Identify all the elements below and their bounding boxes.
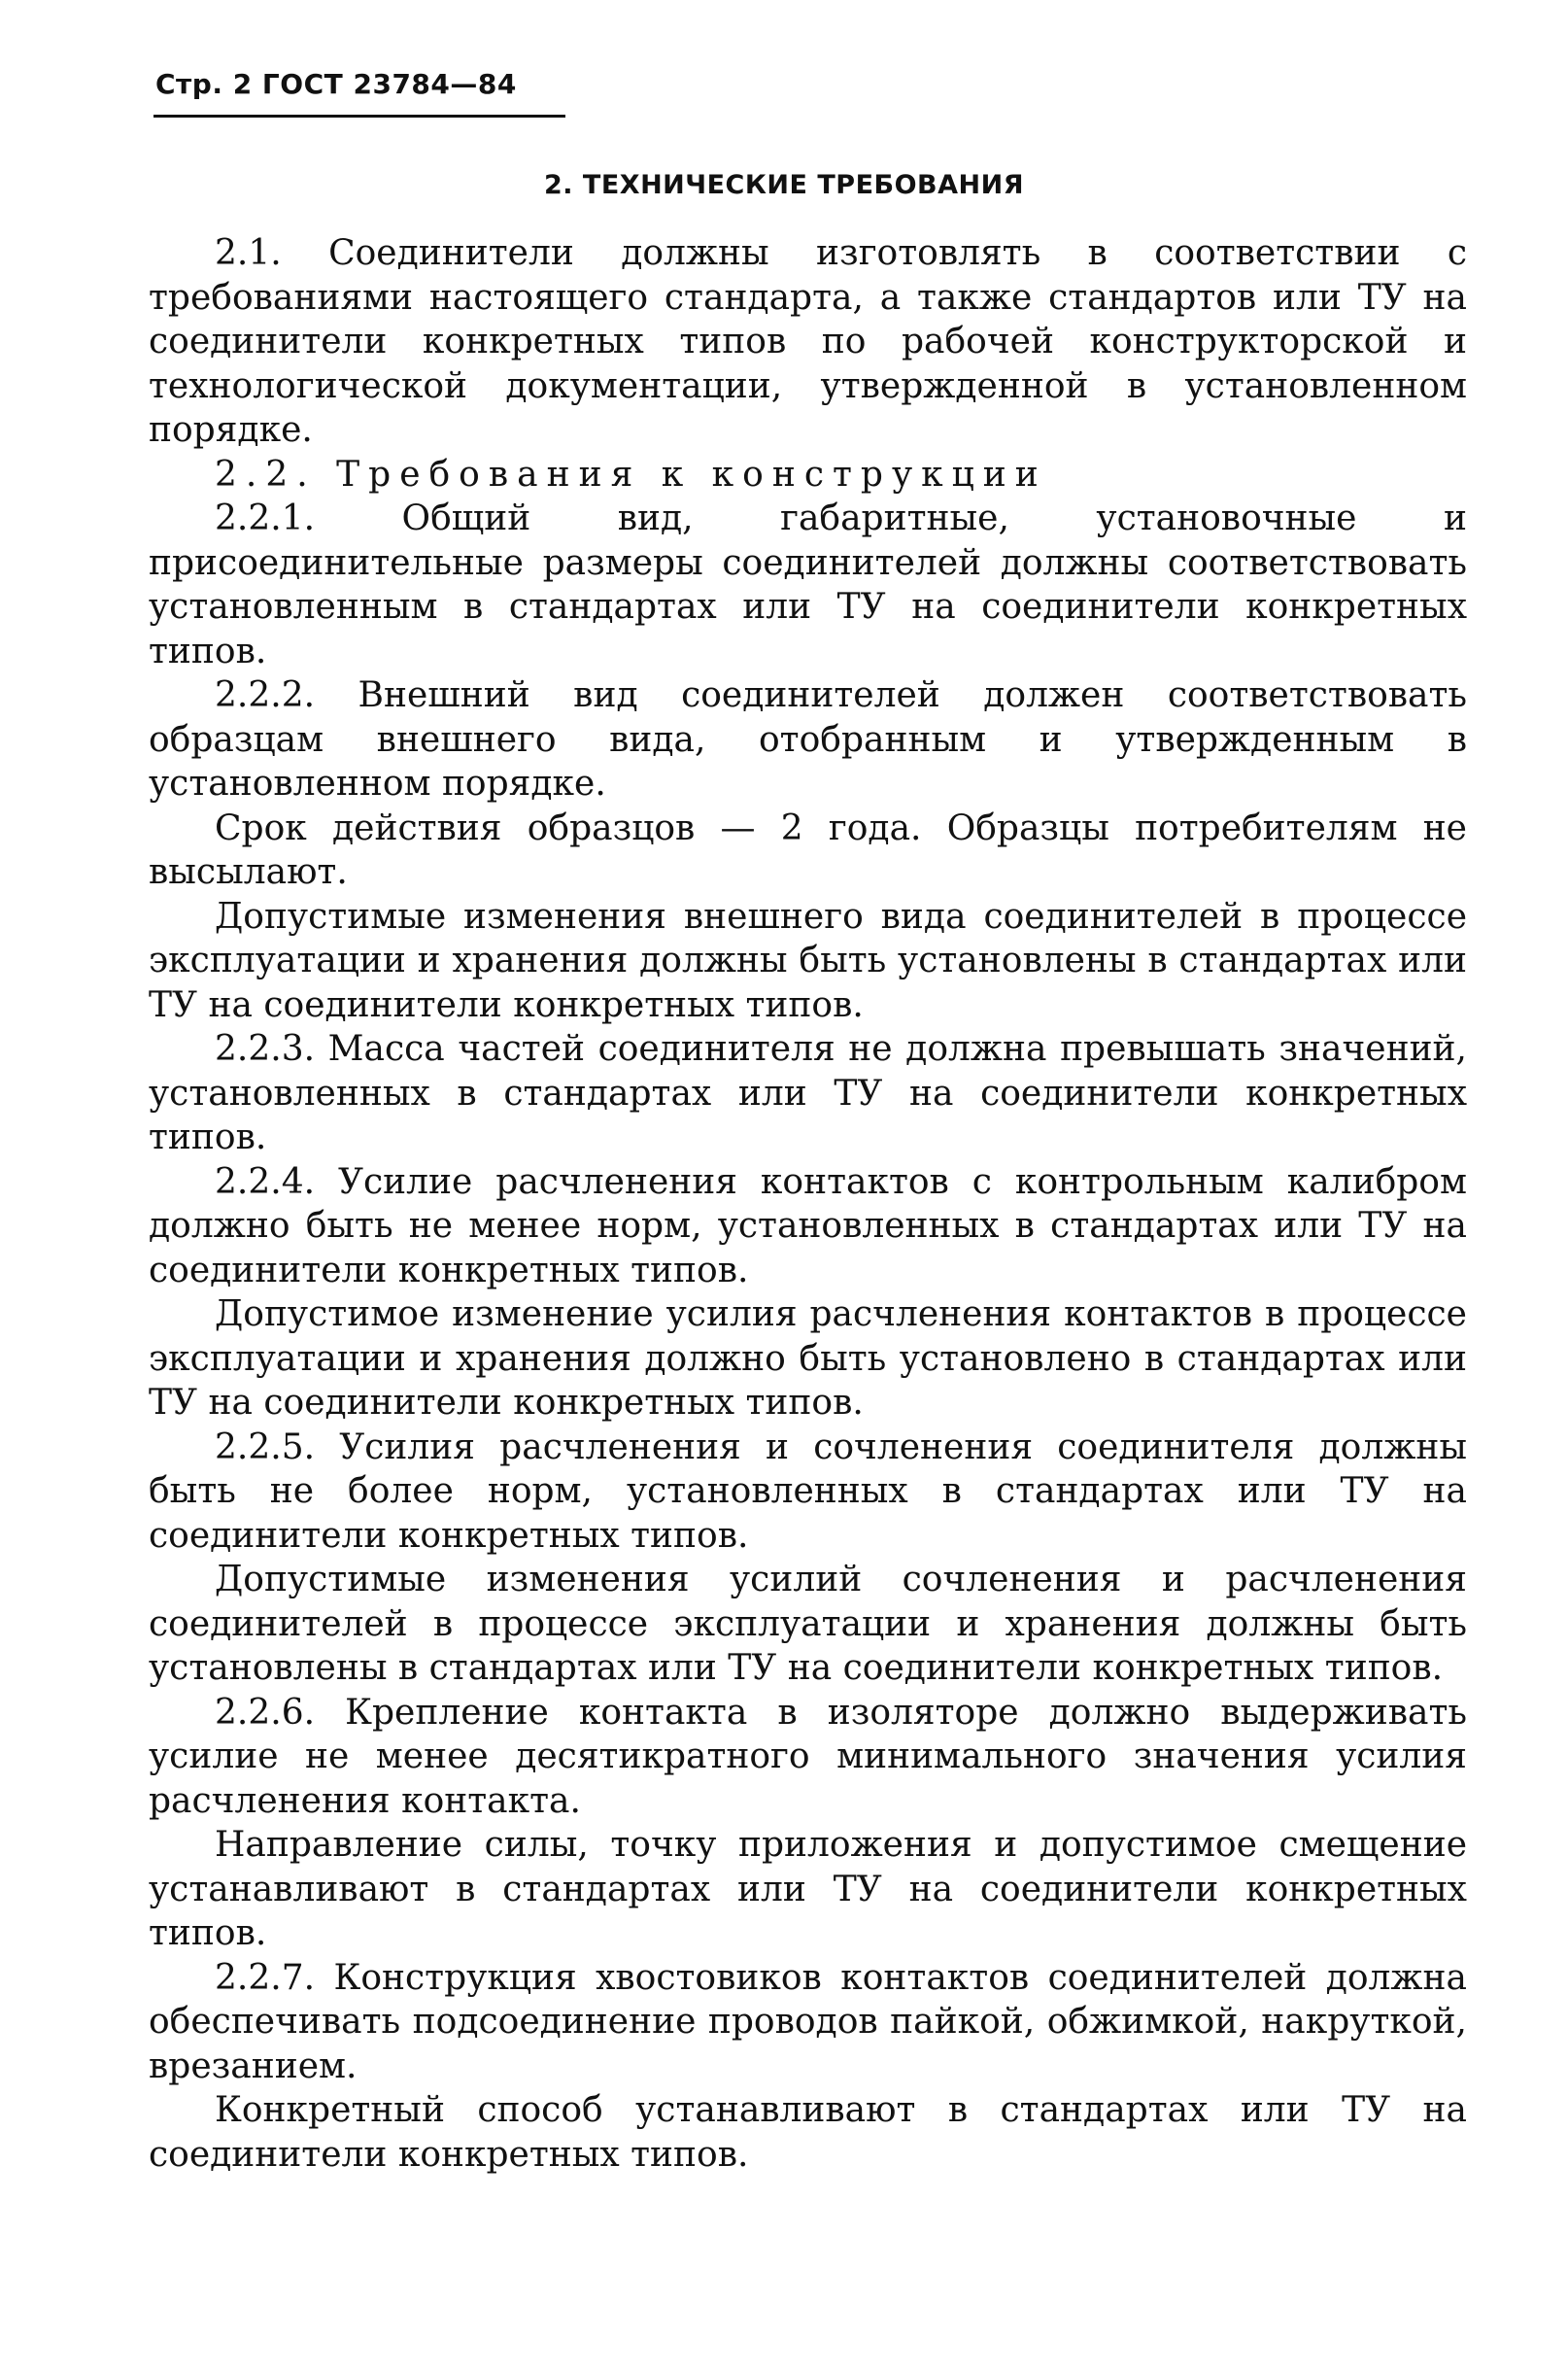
paragraph-2-2-3: 2.2.3. Масса частей соединителя не должна превышать значений, установленных в стандартах или ТУ на соединители конкретных типов. [149,1029,1467,1157]
paragraph-2-2-1: 2.2.1. Общий вид, габаритные, установочные и присоединительные размеры соединителей должны соответствовать установленным в стандартах или ТУ на соединители конкретных типов. [149,498,1467,671]
paragraph-2-2-7: 2.2.7. Конструкция хвостовиков контактов соединителей должна обеспечивать подсоединение проводов пайкой, обжимкой, накруткой, врезанием. [149,1957,1467,2086]
document-body [149,231,1467,2177]
paragraph-appearance-changes: Допустимые изменения внешнего вида соединителей в процессе эксплуатации и хранения должны быть установлены в стандартах или ТУ на соединители конкретных типов. [149,896,1467,1025]
paragraph-2-2-4: 2.2.4. Усилие расчленения контактов с контрольным калибром должно быть не менее норм, установленных в стандартах или ТУ на соединители конкретных типов. [149,1161,1467,1290]
subsection-heading-2-2: 2.2. Требования к конструкции [215,454,1047,495]
section-title: 2. ТЕХНИЧЕСКИЕ ТРЕБОВАНИЯ [543,170,1025,200]
paragraph-samples-validity: Срок действия образцов — 2 года. Образцы потребителям не высылают. [149,808,1467,892]
paragraph-2-2-6: 2.2.6. Крепление контакта в изоляторе должно выдерживать усилие не менее десятикратного минимального значения усилия расчленения контакта. [149,1692,1467,1821]
paragraph-forces-change: Допустимые изменения усилий сочленения и расчленения соединителей в процессе эксплуатации и хранения должны быть установлены в стандартах или ТУ на соединители конкретных типов. [149,1560,1467,1688]
paragraph-2-1: 2.1. Соединители должны изготовлять в соответствии с требованиями настоящего стандарта, а также стандартов или ТУ на соединители конкретных типов по рабочей конструкторской и технологической документации, утвержденной в установленном порядке. [149,233,1467,450]
paragraph-connection-method: Конкретный способ устанавливают в стандартах или ТУ на соединители конкретных типов. [149,2090,1467,2175]
paragraph-force-direction: Направление силы, точку приложения и допустимое смещение устанавливают в стандартах или ТУ на соединители конкретных типов. [149,1825,1467,1953]
header-underline [153,115,565,118]
paragraph-2-2-5: 2.2.5. Усилия расчленения и сочленения соединителя должны быть не более норм, установленных в стандартах или ТУ на соединители конкретных типов. [149,1426,1467,1556]
paragraph-force-change: Допустимое изменение усилия расчленения контактов в процессе эксплуатации и хранения должно быть установлено в стандартах или ТУ на соединители конкретных типов. [149,1294,1467,1423]
page-header: Стр. 2 ГОСТ 23784—84 [155,68,517,100]
paragraph-2-2-2: 2.2.2. Внешний вид соединителей должен соответствовать образцам внешнего вида, отобранным и утвержденным в установленном порядке. [149,675,1467,804]
